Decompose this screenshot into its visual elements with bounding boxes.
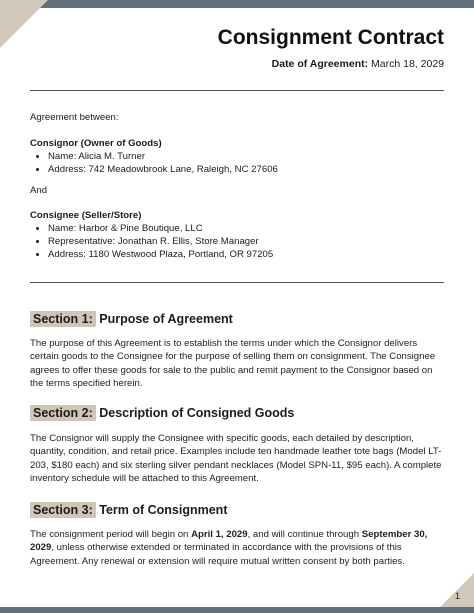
consignee-name: • Name: Harbor & Pine Boutique, LLC [48,222,273,235]
section-3-title: Term of Consignment [99,503,228,517]
intro-text: Agreement between: [30,112,119,123]
date-label: Date of Agreement: [271,58,369,70]
divider-top [30,90,444,91]
section-2-title: Description of Consigned Goods [99,406,295,420]
section-1-title: Purpose of Agreement [99,312,233,326]
section-2-number: Section 2: [30,405,96,421]
section-3-number: Section 3: [30,502,96,518]
section-3-start-date: April 1, 2029 [191,529,248,540]
consignor-name: • Name: Alicia M. Turner [48,150,278,163]
section-3-heading [30,503,227,517]
consignor-heading: Consignor (Owner of Goods) [30,138,162,149]
section-1-heading [30,312,233,326]
page-number: 1 [454,591,460,601]
date-value: March 18, 2029 [371,58,444,70]
bottom-decorative-bar [0,607,474,613]
consignee-address: • Address: 1180 Westwood Plaza, Portland, OR 97205 [48,248,273,261]
section-3-body [30,528,444,568]
top-left-corner-triangle [0,0,48,48]
section-2-body: The Consignor will supply the Consignee with specific goods, each detailed by description, quantity, condition, and retail price. Examples include ten handmade leather tote bags (Model LT-203, $180 each) and six sterling silver pendant necklaces (Model SPN-11, $95 each). A complete inventory schedule will be attached to this Agreement. [30,433,442,484]
section-3-text-b: , and will continue through [247,529,362,540]
consignee-details [30,222,273,261]
section-1-number: Section 1: [30,311,96,327]
consignee-representative: • Representative: Jonathan R. Ellis, Store Manager [48,235,273,248]
section-3-end-date: September 30, 2029 [30,529,428,554]
section-3-text-a: The consignment period will begin on [30,529,192,540]
document-title: Consignment Contract [217,26,444,49]
divider-middle [30,282,444,283]
section-1-body: The purpose of this Agreement is to establish the terms under which the Consignor delivers certain goods to the Consignee for the purpose of selling them on consignment. The Consignee agrees to offer these goods for sale to the public and remit payment to the Consignor based on the terms specified herein. [30,338,436,389]
consignee-heading: Consignee (Seller/Store) [30,210,142,221]
agreement-date [272,58,444,70]
section-3-text-c: , unless otherwise extended or terminated in accordance with the provisions of this Agreement. Any renewal or extension will require mutual written consent by both parties. [30,542,405,567]
consignor-address: • Address: 742 Meadowbrook Lane, Raleigh, NC 27606 [48,163,278,176]
and-text: And [30,185,48,196]
consignor-details [30,150,278,176]
section-2-heading [30,406,294,420]
top-decorative-bar [0,0,474,8]
